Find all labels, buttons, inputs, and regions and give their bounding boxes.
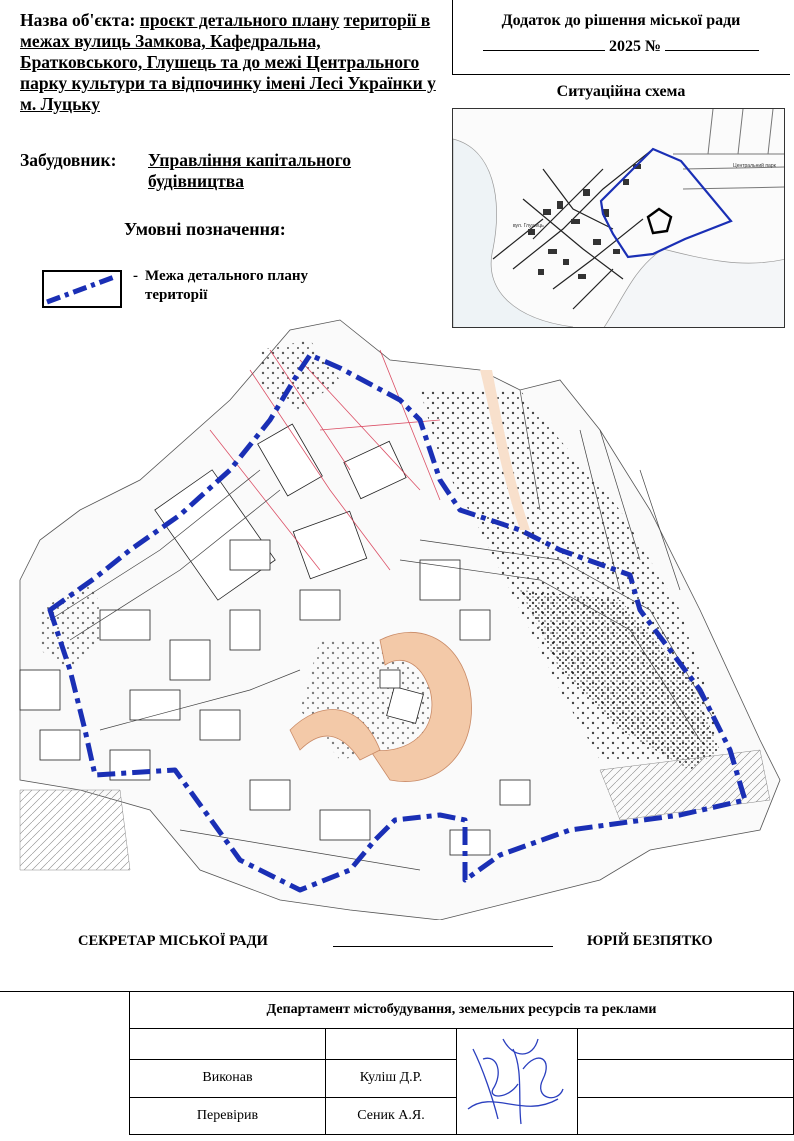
secretary-signature-line xyxy=(333,946,553,947)
object-title-block xyxy=(20,10,440,115)
annex-title: Додаток до рішення міської ради xyxy=(501,12,741,29)
detailed-plan-map xyxy=(0,310,794,920)
builder-label: Забудовник: xyxy=(20,150,117,170)
stamp-name-performed: Куліш Д.Р. xyxy=(326,1060,457,1097)
builder-value: Управління капітального будівництва xyxy=(148,150,352,191)
object-name-value: території в межах вулиць Замкова, Кафедральна, Братковського, Глушець та до межі Центрального парку культури та відпочинку імені Лесі Українки у м. Луцьку xyxy=(20,10,436,114)
stamp-role-checked: Перевірив xyxy=(130,1097,326,1134)
decision-number-blank xyxy=(665,36,759,51)
legend-dash: - xyxy=(133,268,138,284)
legend-boundary-swatch xyxy=(42,270,122,308)
stamp-empty-cell xyxy=(578,1029,794,1060)
decision-date-blank xyxy=(483,36,605,51)
stamp-role-performed: Виконав xyxy=(130,1060,326,1097)
stamp-empty-cell xyxy=(578,1097,794,1134)
stamp-table xyxy=(129,991,794,1135)
secretary-name: ЮРІЙ БЕЗПЯТКО xyxy=(587,933,713,949)
annex-decision-line xyxy=(452,36,790,56)
boundary-line-icon xyxy=(44,272,120,306)
object-name-label: Назва об'єкта: xyxy=(20,10,136,30)
street-label: вул. Глушець xyxy=(513,223,544,229)
legend-title: Умовні позначення: xyxy=(124,219,286,239)
situation-scheme-map xyxy=(452,108,785,328)
stamp-name-checked: Сеник А.Я. xyxy=(326,1097,457,1134)
stamp-signature-cell xyxy=(457,1029,578,1135)
park-label: Центральний парк xyxy=(733,163,776,169)
situation-scheme-title: Ситуаційна схема xyxy=(556,83,686,100)
stamp-department: Департамент містобудування, земельних ресурсів та реклами xyxy=(130,992,794,1029)
title-stamp xyxy=(0,991,794,1141)
handwritten-signature-icon xyxy=(463,1029,571,1129)
legend-item-boundary: Межа детального плану території xyxy=(145,268,309,303)
stamp-empty-cell xyxy=(578,1060,794,1097)
object-name-value-line1: проєкт детального плану xyxy=(139,10,340,30)
stamp-empty-cell xyxy=(130,1029,326,1060)
secretary-label: СЕКРЕТАР МІСЬКОЇ РАДИ xyxy=(78,933,268,949)
stamp-empty-cell xyxy=(326,1029,457,1060)
annex-year: 2025 № xyxy=(608,38,662,55)
